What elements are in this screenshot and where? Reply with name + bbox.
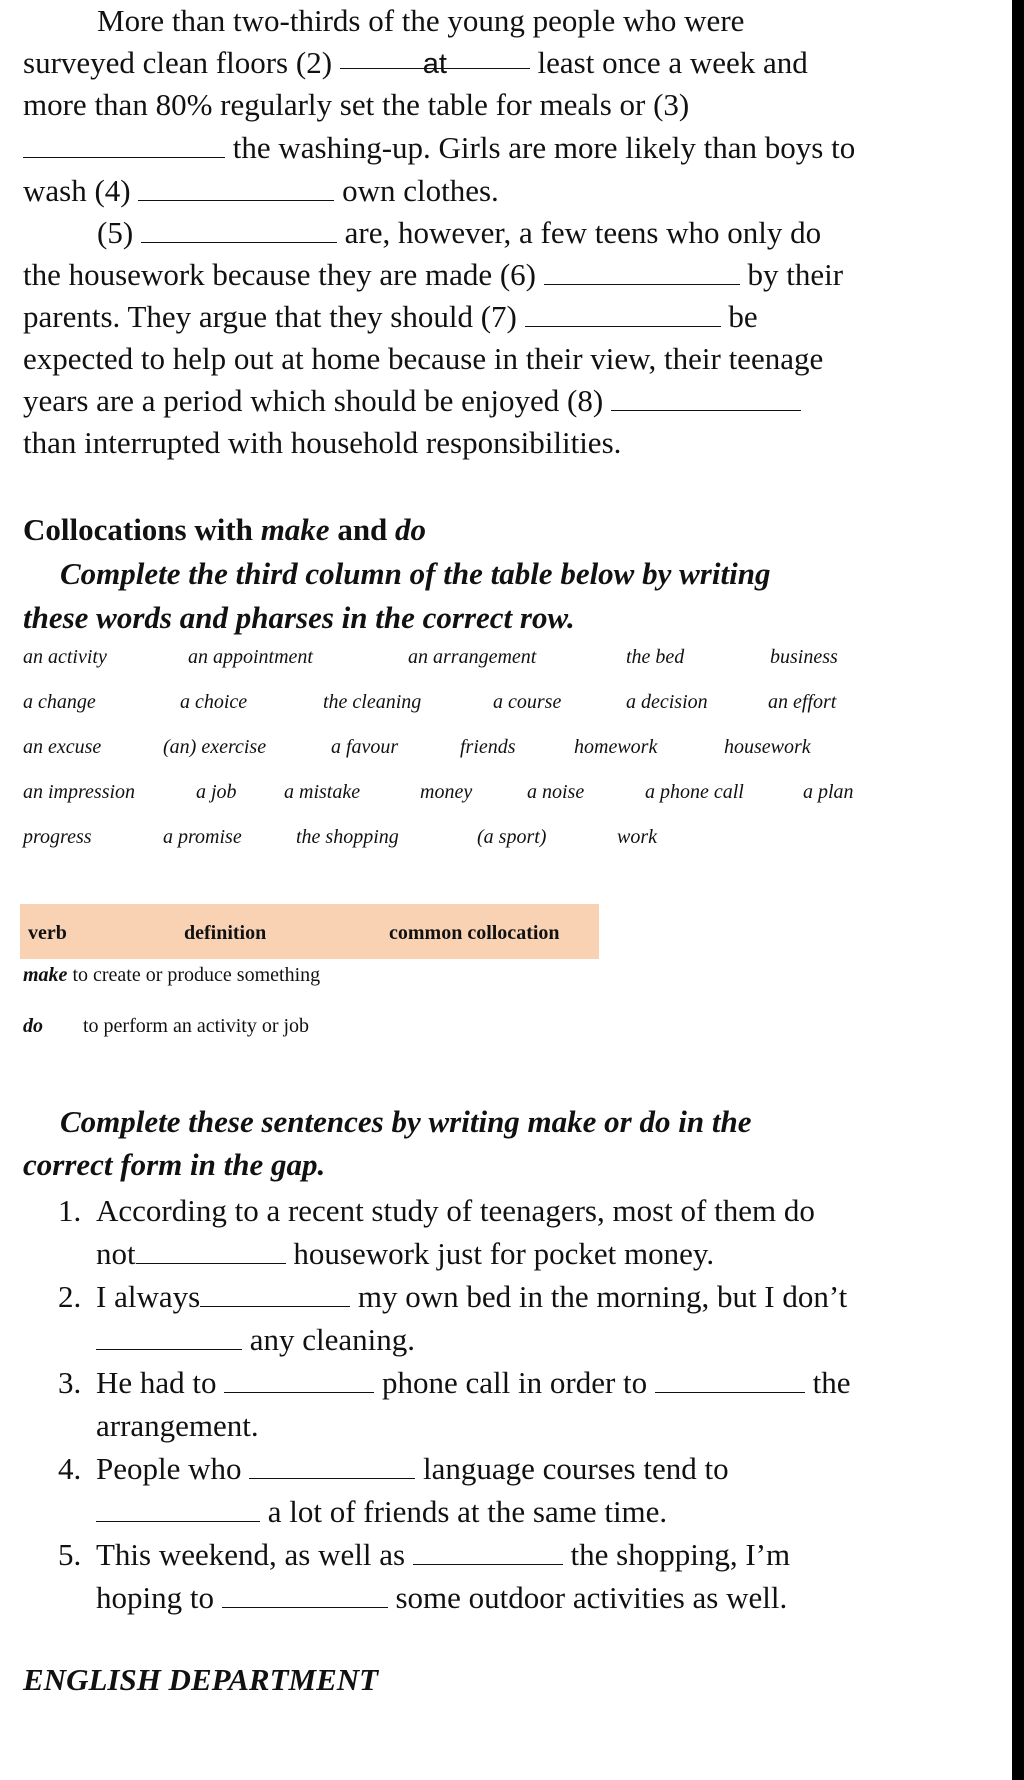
word-bank-item: business (770, 646, 838, 668)
sentence-text: the shopping, I’m (570, 1537, 791, 1572)
passage-line (23, 84, 689, 126)
sentence-text: hoping to (96, 1580, 214, 1615)
word-bank-item: an effort (768, 691, 837, 713)
passage-line (23, 296, 758, 338)
sentence-text: housework just for pocket money. (293, 1236, 715, 1271)
text: own clothes. (342, 173, 499, 208)
passage-line (23, 254, 843, 296)
word-bank-item: a noise (527, 781, 585, 803)
sentence-gap[interactable] (96, 1495, 260, 1522)
passage-line (97, 212, 821, 254)
gap-3[interactable] (23, 131, 225, 158)
gap-8[interactable] (611, 384, 801, 411)
sentence-gap[interactable] (200, 1280, 350, 1307)
sentence-text: He had to (96, 1365, 217, 1400)
sentence-line (96, 1448, 729, 1490)
text: More than two-thirds of the young people who were (97, 3, 745, 38)
sentence-gap[interactable] (136, 1237, 286, 1264)
sentence-number: 4. (58, 1451, 82, 1486)
sentence-text: I always (96, 1279, 201, 1314)
table-header (20, 904, 599, 959)
sentence-gap[interactable] (249, 1452, 415, 1479)
sentence-text: arrangement. (96, 1408, 259, 1443)
word-bank-item: a job (196, 781, 237, 803)
gap-6[interactable] (544, 258, 740, 285)
sentence-text: People who (96, 1451, 242, 1486)
table-instruction: Complete the third column of the table below by writing (60, 556, 771, 591)
passage-line (23, 380, 801, 422)
text: by their (747, 257, 844, 292)
passage-line (23, 42, 808, 84)
word-bank-item: a change (23, 691, 96, 713)
passage-line (23, 422, 621, 464)
word-bank-item: a course (493, 691, 562, 713)
gap-7[interactable] (525, 300, 721, 327)
word-bank-item: (an) exercise (163, 736, 267, 758)
passage-line (23, 170, 499, 212)
sentence-text: This weekend, as well as (96, 1537, 406, 1572)
heading-make: make (260, 512, 330, 547)
sentence-text: phone call in order to (382, 1365, 648, 1400)
word-bank-item: the cleaning (323, 691, 422, 713)
word-bank-item: work (617, 826, 657, 848)
text: wash (4) (23, 173, 131, 208)
word-bank-item: a plan (803, 781, 854, 803)
row-definition: to create or produce something (72, 964, 321, 986)
sentence-line (96, 1577, 787, 1619)
table-row-do (23, 1015, 43, 1038)
text: more than 80% regularly set the table for meals or (3) (23, 87, 690, 122)
word-bank-item: the shopping (296, 826, 399, 848)
table-row-make (23, 964, 320, 987)
passage-line (23, 338, 823, 380)
text: be (728, 299, 758, 334)
sentence-line (96, 1362, 851, 1404)
sentence-number: 2. (58, 1279, 82, 1314)
word-bank-item: a mistake (284, 781, 361, 803)
text: the washing-up. Girls are more likely than boys to (232, 130, 856, 165)
sentences-instruction: Complete these sentences by writing make or do in the (60, 1104, 752, 1139)
text: expected to help out at home because in their view, their teenage (23, 341, 824, 376)
sentence-gap[interactable] (655, 1366, 805, 1393)
heading-text: and (329, 512, 396, 547)
word-bank-item: an activity (23, 646, 107, 668)
row-verb: make (23, 964, 68, 986)
sentence-line (96, 1491, 667, 1533)
word-bank-item: friends (460, 736, 516, 758)
sentence-text: According to a recent study of teenagers, most of them do (96, 1193, 815, 1228)
sentence-gap[interactable] (96, 1323, 242, 1350)
sentence-number: 5. (58, 1537, 82, 1572)
passage-line (97, 0, 744, 42)
text: (5) (97, 215, 134, 250)
word-bank-item: the bed (626, 646, 685, 668)
word-bank-item: a phone call (645, 781, 744, 803)
word-bank-item: an excuse (23, 736, 102, 758)
sentence-text: not (96, 1236, 136, 1271)
sentence-gap[interactable] (222, 1581, 388, 1608)
header-collocation: common collocation (389, 922, 560, 944)
gap-4[interactable] (138, 174, 334, 201)
sentence-text: any cleaning. (249, 1322, 416, 1357)
text: parents. They argue that they should (7) (23, 299, 517, 334)
sentence-text: a lot of friends at the same time. (267, 1494, 668, 1529)
text: are, however, a few teens who only do (344, 215, 822, 250)
gap-5[interactable] (141, 216, 337, 243)
sentence-text: the (812, 1365, 851, 1400)
gap-2[interactable] (340, 42, 530, 80)
word-bank-item: a choice (180, 691, 248, 713)
text: years are a period which should be enjoyed (8) (23, 383, 604, 418)
word-bank-item: (a sport) (477, 826, 547, 848)
word-bank-item: a favour (331, 736, 399, 758)
sentence-gap[interactable] (413, 1538, 563, 1565)
sentence-line (96, 1276, 847, 1318)
header-definition: definition (184, 922, 267, 944)
row-definition: to perform an activity or job (83, 1015, 310, 1037)
sentence-text: my own bed in the morning, but I don’t (357, 1279, 848, 1314)
sentence-line (96, 1534, 790, 1576)
right-edge-border (1012, 0, 1024, 1780)
text: least once a week and (537, 45, 808, 80)
word-bank-item: a decision (626, 691, 708, 713)
header-verb: verb (28, 922, 67, 944)
sentence-text: some outdoor activities as well. (395, 1580, 788, 1615)
row-verb: do (23, 1015, 43, 1037)
table-instruction: these words and pharses in the correct row. (23, 600, 575, 635)
gap-2-answer: at (422, 48, 447, 80)
sentences-instruction: correct form in the gap. (23, 1147, 326, 1182)
sentence-text: language courses tend to (423, 1451, 729, 1486)
footer-department: ENGLISH DEPARTMENT (23, 1662, 379, 1697)
word-bank-item: homework (574, 736, 658, 758)
text: than interrupted with household responsibilities. (23, 425, 622, 460)
sentence-line (96, 1319, 415, 1361)
text: the housework because they are made (6) (23, 257, 536, 292)
sentence-number: 3. (58, 1365, 82, 1400)
word-bank-item: money (420, 781, 473, 803)
word-bank-item: an appointment (188, 646, 313, 668)
sentence-gap[interactable] (224, 1366, 374, 1393)
collocations-heading (23, 512, 426, 548)
sentence-line (96, 1233, 714, 1275)
heading-do: do (395, 512, 427, 547)
sentence-number: 1. (58, 1193, 82, 1228)
text: surveyed clean floors (2) (23, 45, 333, 80)
word-bank-item: an impression (23, 781, 136, 803)
word-bank-item: a promise (163, 826, 242, 848)
word-bank-item: housework (724, 736, 811, 758)
word-bank-item: an arrangement (408, 646, 537, 668)
word-bank-item: progress (23, 826, 92, 848)
passage-line (23, 127, 855, 169)
heading-text: Collocations with (23, 512, 261, 547)
